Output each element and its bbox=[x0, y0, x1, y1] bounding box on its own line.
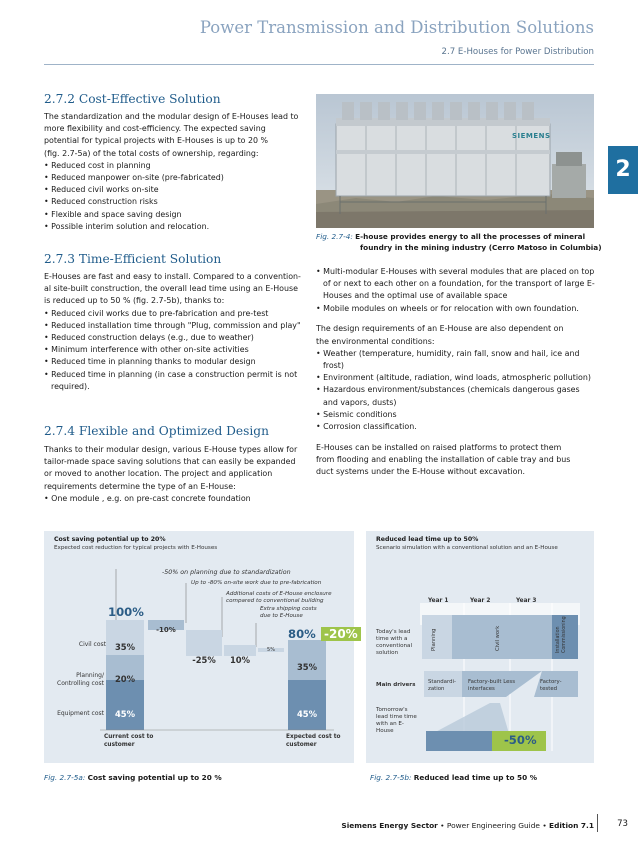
section-heading-2-7-4: 2.7.4 Flexible and Optimized Design bbox=[44, 424, 269, 438]
list-item: • Flexible and space saving design bbox=[44, 209, 312, 221]
body-line: requirements determine the type of an E-House: bbox=[44, 481, 236, 491]
section-heading-2-7-2: 2.7.2 Cost-Effective Solution bbox=[44, 92, 221, 106]
list-item: • Environment (altitude, radiation, wind loads, atmospheric pollution) bbox=[316, 372, 596, 384]
current-planning-label: 20% bbox=[114, 674, 136, 684]
footer-brand: Siemens Energy Sector bbox=[341, 821, 438, 830]
list-item: • Weather (temperature, humidity, rain fall, snow and hail, ice and frost) bbox=[316, 348, 596, 372]
step-planning-label: -10% bbox=[156, 626, 176, 634]
saving-badge: -20% bbox=[321, 627, 361, 641]
driver-label-standardization: Standardi- zation bbox=[428, 679, 456, 692]
list-item: • Reduced manpower on-site (pre-fabricated) bbox=[44, 172, 312, 184]
chart-title: Cost saving potential up to 20% bbox=[54, 536, 166, 543]
body-line: duct systems under the E-House without excavation. bbox=[316, 467, 525, 477]
list-item: • Multi-modular E-Houses with several modules that are placed on top of or next to each other on a foundation, for the transport of large E-Houses and the optimal use of available space bbox=[316, 266, 596, 303]
bar-expected-civil bbox=[288, 640, 326, 680]
list-item: • Hazardous environment/substances (chemicals dangerous gases and vapors, dusts) bbox=[316, 384, 596, 408]
list-item: • Reduced installation time through "Plug, commission and play" bbox=[44, 320, 312, 332]
cost-saving-chart bbox=[44, 531, 358, 763]
e-house-photo bbox=[316, 94, 594, 228]
body-line: more flexibility and cost-efficiency. The expected saving bbox=[44, 124, 266, 134]
page-number: 73 bbox=[617, 819, 628, 829]
list-item: • Minimum interference with other on-site activities bbox=[44, 344, 312, 356]
body-line: (fig. 2.7-5a) of the total costs of ownership, regarding: bbox=[44, 148, 259, 158]
body-line: is reduced up to 50 % (fig. 2.7-5b), thanks to: bbox=[44, 296, 225, 306]
body-line: E-Houses can be installed on raised platforms to protect them bbox=[316, 442, 562, 452]
reduction-label: -50% bbox=[504, 733, 537, 747]
phase-label-planning: Planning bbox=[431, 628, 437, 651]
driver-label-factory-tested: Factory- tested bbox=[540, 679, 562, 692]
figure-caption-2-7-4 bbox=[316, 231, 606, 253]
list-item: • Reduced cost in planning bbox=[44, 160, 312, 172]
section-body-2-7-2 bbox=[44, 111, 312, 233]
row-label-tomorrow: Tomorrow's lead time time with an E-House bbox=[376, 707, 417, 734]
body-line: from flooding and enabling the installation of cable tray and bus bbox=[316, 454, 571, 464]
footer-guide: • Power Engineering Guide • bbox=[437, 821, 550, 830]
phase-civil-bar bbox=[452, 615, 552, 659]
body-line: Thanks to their modular design, various E-House types allow for bbox=[44, 445, 298, 454]
row-label-today: Today's lead time with a conventional solution bbox=[376, 629, 413, 656]
chart-subtitle: Scenario simulation with a conventional solution and an E-House bbox=[376, 545, 558, 551]
body-line: the environmental conditions: bbox=[316, 336, 435, 346]
row-label-drivers: Main drivers bbox=[376, 682, 416, 688]
year-1-label: Year 1 bbox=[428, 598, 449, 604]
body-line: tailor-made space saving solutions that can easily be expanded bbox=[44, 457, 296, 467]
list-item: • Reduced construction delays (e.g., due to weather) bbox=[44, 332, 312, 344]
row-label-civil: Civil cost bbox=[78, 641, 106, 648]
chart-subtitle: Expected cost reduction for typical projects with E-Houses bbox=[54, 545, 218, 551]
right-column-text bbox=[316, 266, 596, 478]
page-header-subtitle: 2.7 E-Houses for Power Distribution bbox=[441, 47, 594, 57]
section-heading-2-7-3: 2.7.3 Time-Efficient Solution bbox=[44, 252, 222, 266]
page-footer bbox=[0, 821, 594, 830]
phase-label-install: Installation Commissioning bbox=[556, 616, 567, 653]
list-item: • One module , e.g. on pre-cast concrete foundation bbox=[44, 493, 312, 505]
step-onsite-label: -25% bbox=[192, 655, 216, 665]
figure-label: Fig. 2.7-4: bbox=[316, 232, 353, 241]
driver-label-factory-built: Factory-built Less interfaces bbox=[468, 679, 516, 692]
figure-label: Fig. 2.7-5b: bbox=[370, 773, 412, 782]
e-house-lead-bar bbox=[426, 731, 492, 751]
body-line: potential for typical projects with E-Houses is up to 20 % bbox=[44, 136, 269, 146]
chart-title: Reduced lead time up to 50% bbox=[376, 536, 479, 543]
list-item: • Reduced civil works on-site bbox=[44, 184, 312, 196]
list-item: • Reduced time in planning (in case a construction permit is not required). bbox=[44, 369, 312, 393]
annotation-enclosure: Additional costs of E-House enclosure compared to conventional building bbox=[226, 591, 332, 604]
bar-step-onsite bbox=[186, 630, 222, 656]
chapter-tab[interactable]: 2 bbox=[608, 146, 638, 194]
expected-total-label: 80% bbox=[288, 627, 316, 641]
current-equipment-label: 45% bbox=[114, 709, 136, 719]
body-line: al site-built construction, the overall lead time using an E-House bbox=[44, 284, 298, 294]
figure-caption-text: foundry in the mining industry (Cerro Matoso in Columbia) bbox=[360, 243, 602, 252]
x-label-current: Current cost to customer bbox=[104, 734, 154, 748]
year-2-label: Year 2 bbox=[470, 598, 491, 604]
expected-civil-label: 35% bbox=[296, 662, 318, 672]
figure-caption-2-7-5b bbox=[370, 772, 537, 783]
body-line: E-Houses are fast and easy to install. Compared to a convention- bbox=[44, 272, 301, 281]
list-item: • Reduced construction risks bbox=[44, 196, 312, 208]
step-shipping-label: 5% bbox=[267, 647, 275, 653]
year-3-label: Year 3 bbox=[516, 598, 537, 604]
figure-caption-text: E-house provides energy to all the processes of mineral bbox=[355, 232, 586, 241]
footer-edition: Edition 7.1 bbox=[549, 821, 594, 830]
annotation-planning: -50% on planning due to standardization bbox=[162, 569, 291, 576]
current-civil-label: 35% bbox=[114, 642, 136, 652]
list-item: • Seismic conditions bbox=[316, 409, 596, 421]
expected-equipment-label: 45% bbox=[296, 709, 318, 719]
page-header-title: Power Transmission and Distribution Solutions bbox=[199, 18, 594, 37]
annotation-shipping: Extra shipping costs due to E-House bbox=[260, 606, 317, 619]
lead-time-chart bbox=[366, 531, 594, 763]
step-enclosure-label: 10% bbox=[229, 655, 251, 665]
list-item: • Reduced civil works due to pre-fabrication and pre-test bbox=[44, 308, 312, 320]
current-total-label: 100% bbox=[108, 605, 144, 619]
annotation-onsite: Up to -80% on-site work due to pre-fabrication bbox=[191, 580, 322, 586]
row-label-planning: Planning/ Controlling cost bbox=[57, 672, 104, 687]
list-item: • Reduced time in planning thanks to modular design bbox=[44, 356, 312, 368]
bar-current-equipment bbox=[106, 680, 144, 730]
phase-label-civil: Civil work bbox=[495, 625, 501, 651]
body-line: The design requirements of an E-House are also dependent on bbox=[316, 324, 564, 334]
figure-caption-text: Cost saving potential up to 20 % bbox=[87, 773, 222, 782]
list-item: • Mobile modules on wheels or for relocation with own foundation. bbox=[316, 303, 596, 315]
x-label-expected: Expected cost to customer bbox=[286, 734, 341, 748]
section-body-2-7-4 bbox=[44, 444, 312, 505]
footer-divider bbox=[597, 814, 598, 832]
figure-caption-text: Reduced lead time up to 50 % bbox=[413, 773, 538, 782]
siemens-logo: SIEMENS bbox=[512, 132, 551, 140]
header-divider bbox=[44, 64, 594, 65]
section-body-2-7-3 bbox=[44, 271, 312, 393]
row-label-equipment: Equipment cost bbox=[57, 710, 104, 717]
list-item: • Possible interim solution and relocation. bbox=[44, 221, 312, 233]
figure-label: Fig. 2.7-5a: bbox=[44, 773, 86, 782]
figure-caption-2-7-5a bbox=[44, 772, 222, 783]
list-item: • Corrosion classification. bbox=[316, 421, 596, 433]
body-line: The standardization and the modular design of E-Houses lead to bbox=[44, 112, 299, 121]
bar-expected-equipment bbox=[288, 680, 326, 730]
body-line: or moved to another location. The project and application bbox=[44, 469, 273, 479]
